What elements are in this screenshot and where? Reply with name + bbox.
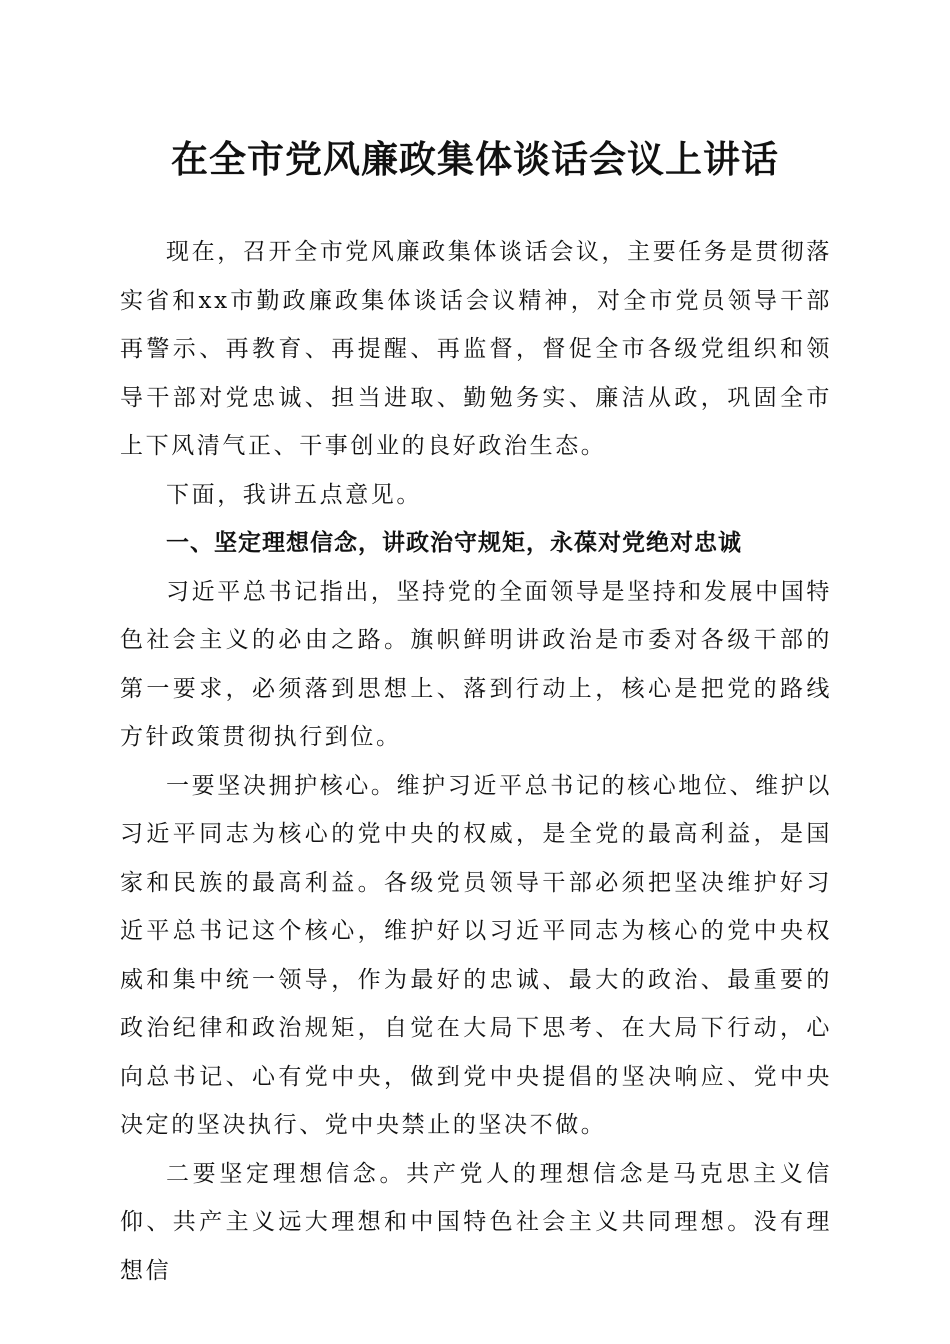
paragraph-point-2: 二要坚定理想信念。共产党人的理想信念是马克思主义信仰、共产主义远大理想和中国特色社会主义共同理想。没有理想信 xyxy=(120,1160,832,1284)
document-title: 在全市党风廉政集体谈话会议上讲话 xyxy=(171,137,779,181)
paragraph-transition: 下面，我讲五点意见。 xyxy=(166,481,422,508)
paragraph-point-1: 一要坚决拥护核心。维护习近平总书记的核心地位、维护以习近平同志为核心的党中央的权威，是全党的最高利益，是国家和民族的最高利益。各级党员领导干部必须把坚决维护好习近平总书记这个核心，维护好以习近平同志为核心的党中央权威和集中统一领导，作为最好的忠诚、最大的政治、最重要的政治纪律和政治规矩，自觉在大局下思考、在大局下行动，心向总书记、心有党中央，做到党中央提倡的坚决响应、党中央决定的坚决执行、党中央禁止的坚决不做。 xyxy=(120,772,832,1138)
document-body xyxy=(120,228,832,1295)
paragraph-intro: 现在，召开全市党风廉政集体谈话会议，主要任务是贯彻落实省和xx市勤政廉政集体谈话会议精神，对全市党员领导干部再警示、再教育、再提醒、再监督，督促全市各级党组织和领导干部对党忠诚、担当进取、勤勉务实、廉洁从政，巩固全市上下风清气正、干事创业的良好政治生态。 xyxy=(120,239,832,459)
section-heading-1: 一、坚定理想信念，讲政治守规矩，永葆对党绝对忠诚 xyxy=(166,530,742,556)
paragraph-section1-intro: 习近平总书记指出，坚持党的全面领导是坚持和发展中国特色社会主义的必由之路。旗帜鲜明讲政治是市委对各级干部的第一要求，必须落到思想上、落到行动上，核心是把党的路线方针政策贯彻执行到位。 xyxy=(120,578,832,750)
